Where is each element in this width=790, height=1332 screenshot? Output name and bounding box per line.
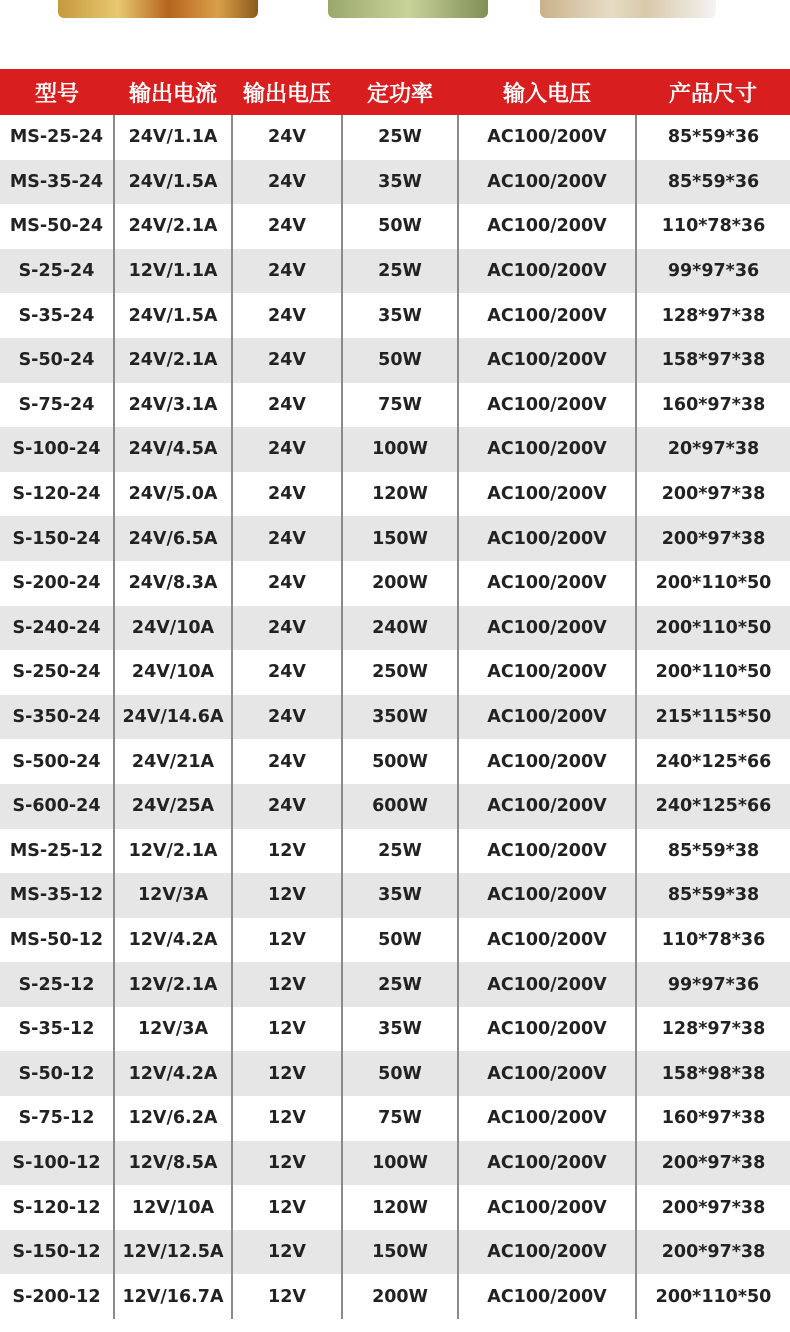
output-voltage-cell: 24V [232, 606, 342, 651]
model-cell: MS-25-24 [0, 115, 114, 160]
table-row [0, 427, 790, 472]
rated-power-cell: 75W [342, 1096, 458, 1141]
input-voltage-cell: AC100/200V [458, 650, 636, 695]
output-voltage-cell: 12V [232, 918, 342, 963]
output-voltage-cell: 12V [232, 873, 342, 918]
product-photo-transformer [58, 0, 258, 18]
table-row [0, 1096, 790, 1141]
table-row [0, 650, 790, 695]
table-row [0, 561, 790, 606]
output-voltage-cell: 24V [232, 695, 342, 740]
product-photo-strip [0, 0, 790, 22]
output-current-cell: 24V/3.1A [114, 383, 232, 428]
input-voltage-cell: AC100/200V [458, 1007, 636, 1052]
rated-power-cell: 50W [342, 918, 458, 963]
model-cell: S-35-24 [0, 293, 114, 338]
rated-power-cell: 25W [342, 249, 458, 294]
product-size-cell: 215*115*50 [636, 695, 790, 740]
output-voltage-cell: 12V [232, 1007, 342, 1052]
model-cell: S-100-12 [0, 1141, 114, 1186]
model-cell: S-500-24 [0, 739, 114, 784]
product-size-cell: 85*59*38 [636, 829, 790, 874]
input-voltage-cell: AC100/200V [458, 160, 636, 205]
rated-power-cell: 50W [342, 338, 458, 383]
rated-power-cell: 50W [342, 204, 458, 249]
model-cell: S-75-12 [0, 1096, 114, 1141]
rated-power-cell: 240W [342, 606, 458, 651]
table-row [0, 1230, 790, 1275]
rated-power-cell: 200W [342, 1274, 458, 1319]
product-size-cell: 200*97*38 [636, 1185, 790, 1230]
model-cell: S-120-12 [0, 1185, 114, 1230]
output-current-cell: 24V/5.0A [114, 472, 232, 517]
output-voltage-cell: 24V [232, 115, 342, 160]
model-cell: S-120-24 [0, 472, 114, 517]
rated-power-cell: 100W [342, 427, 458, 472]
model-cell: S-75-24 [0, 383, 114, 428]
input-voltage-cell: AC100/200V [458, 1274, 636, 1319]
product-size-cell: 85*59*36 [636, 115, 790, 160]
output-current-cell: 24V/2.1A [114, 204, 232, 249]
product-size-cell: 128*97*38 [636, 1007, 790, 1052]
product-size-cell: 158*98*38 [636, 1051, 790, 1096]
model-cell: MS-50-24 [0, 204, 114, 249]
model-cell: S-100-24 [0, 427, 114, 472]
output-voltage-cell: 12V [232, 962, 342, 1007]
output-current-cell: 24V/14.6A [114, 695, 232, 740]
spec-table-body [0, 115, 790, 1319]
table-row [0, 1051, 790, 1096]
rated-power-cell: 35W [342, 160, 458, 205]
table-row [0, 1185, 790, 1230]
table-row [0, 249, 790, 294]
table-row [0, 918, 790, 963]
input-voltage-cell: AC100/200V [458, 1051, 636, 1096]
output-current-cell: 12V/12.5A [114, 1230, 232, 1275]
product-size-cell: 85*59*36 [636, 160, 790, 205]
product-size-cell: 99*97*36 [636, 249, 790, 294]
product-size-cell: 200*110*50 [636, 650, 790, 695]
rated-power-cell: 100W [342, 1141, 458, 1186]
output-voltage-cell: 24V [232, 784, 342, 829]
model-cell: MS-35-24 [0, 160, 114, 205]
rated-power-cell: 120W [342, 1185, 458, 1230]
input-voltage-cell: AC100/200V [458, 293, 636, 338]
model-cell: S-250-24 [0, 650, 114, 695]
rated-power-cell: 25W [342, 115, 458, 160]
spec-table [0, 69, 790, 1319]
header-input-voltage: 输入电压 [458, 69, 636, 115]
product-size-cell: 128*97*38 [636, 293, 790, 338]
output-voltage-cell: 12V [232, 1274, 342, 1319]
input-voltage-cell: AC100/200V [458, 784, 636, 829]
output-voltage-cell: 12V [232, 1230, 342, 1275]
model-cell: S-240-24 [0, 606, 114, 651]
rated-power-cell: 150W [342, 1230, 458, 1275]
output-current-cell: 24V/21A [114, 739, 232, 784]
output-voltage-cell: 12V [232, 1185, 342, 1230]
input-voltage-cell: AC100/200V [458, 427, 636, 472]
product-size-cell: 99*97*36 [636, 962, 790, 1007]
output-voltage-cell: 24V [232, 204, 342, 249]
header-model: 型号 [0, 69, 114, 115]
product-size-cell: 200*97*38 [636, 516, 790, 561]
model-cell: S-150-12 [0, 1230, 114, 1275]
model-cell: S-200-12 [0, 1274, 114, 1319]
input-voltage-cell: AC100/200V [458, 115, 636, 160]
output-voltage-cell: 24V [232, 739, 342, 784]
output-voltage-cell: 12V [232, 1096, 342, 1141]
product-size-cell: 200*110*50 [636, 1274, 790, 1319]
output-current-cell: 12V/2.1A [114, 962, 232, 1007]
product-size-cell: 160*97*38 [636, 383, 790, 428]
input-voltage-cell: AC100/200V [458, 606, 636, 651]
table-row [0, 293, 790, 338]
output-current-cell: 24V/1.5A [114, 160, 232, 205]
model-cell: S-25-12 [0, 962, 114, 1007]
product-size-cell: 110*78*36 [636, 918, 790, 963]
output-voltage-cell: 24V [232, 561, 342, 606]
rated-power-cell: 25W [342, 962, 458, 1007]
table-row [0, 962, 790, 1007]
product-photo-module [328, 0, 488, 18]
input-voltage-cell: AC100/200V [458, 962, 636, 1007]
output-current-cell: 12V/2.1A [114, 829, 232, 874]
output-voltage-cell: 24V [232, 338, 342, 383]
output-current-cell: 24V/1.5A [114, 293, 232, 338]
rated-power-cell: 35W [342, 1007, 458, 1052]
table-row [0, 739, 790, 784]
product-size-cell: 200*110*50 [636, 606, 790, 651]
output-voltage-cell: 24V [232, 427, 342, 472]
output-voltage-cell: 24V [232, 472, 342, 517]
model-cell: S-25-24 [0, 249, 114, 294]
product-size-cell: 20*97*38 [636, 427, 790, 472]
input-voltage-cell: AC100/200V [458, 873, 636, 918]
table-row [0, 1274, 790, 1319]
input-voltage-cell: AC100/200V [458, 1096, 636, 1141]
input-voltage-cell: AC100/200V [458, 739, 636, 784]
input-voltage-cell: AC100/200V [458, 918, 636, 963]
output-voltage-cell: 12V [232, 829, 342, 874]
model-cell: MS-35-12 [0, 873, 114, 918]
rated-power-cell: 35W [342, 873, 458, 918]
model-cell: S-350-24 [0, 695, 114, 740]
table-row [0, 873, 790, 918]
model-cell: S-200-24 [0, 561, 114, 606]
output-current-cell: 12V/4.2A [114, 918, 232, 963]
output-voltage-cell: 24V [232, 293, 342, 338]
rated-power-cell: 600W [342, 784, 458, 829]
table-row [0, 606, 790, 651]
output-voltage-cell: 24V [232, 650, 342, 695]
table-row [0, 516, 790, 561]
header-output-current: 输出电流 [114, 69, 232, 115]
output-current-cell: 24V/10A [114, 650, 232, 695]
model-cell: S-600-24 [0, 784, 114, 829]
rated-power-cell: 25W [342, 829, 458, 874]
output-voltage-cell: 24V [232, 516, 342, 561]
model-cell: S-150-24 [0, 516, 114, 561]
header-output-voltage: 输出电压 [232, 69, 342, 115]
output-current-cell: 24V/8.3A [114, 561, 232, 606]
product-size-cell: 200*97*38 [636, 1230, 790, 1275]
table-row [0, 472, 790, 517]
output-voltage-cell: 24V [232, 249, 342, 294]
output-current-cell: 24V/1.1A [114, 115, 232, 160]
table-row [0, 338, 790, 383]
output-voltage-cell: 12V [232, 1051, 342, 1096]
table-row [0, 784, 790, 829]
output-current-cell: 12V/4.2A [114, 1051, 232, 1096]
rated-power-cell: 250W [342, 650, 458, 695]
rated-power-cell: 200W [342, 561, 458, 606]
input-voltage-cell: AC100/200V [458, 561, 636, 606]
output-current-cell: 12V/16.7A [114, 1274, 232, 1319]
rated-power-cell: 50W [342, 1051, 458, 1096]
table-row [0, 829, 790, 874]
header-product-size: 产品尺寸 [636, 69, 790, 115]
output-voltage-cell: 24V [232, 383, 342, 428]
rated-power-cell: 150W [342, 516, 458, 561]
product-size-cell: 200*97*38 [636, 1141, 790, 1186]
input-voltage-cell: AC100/200V [458, 249, 636, 294]
output-voltage-cell: 12V [232, 1141, 342, 1186]
input-voltage-cell: AC100/200V [458, 695, 636, 740]
model-cell: S-35-12 [0, 1007, 114, 1052]
table-row [0, 1007, 790, 1052]
input-voltage-cell: AC100/200V [458, 472, 636, 517]
product-size-cell: 158*97*38 [636, 338, 790, 383]
product-size-cell: 200*97*38 [636, 472, 790, 517]
input-voltage-cell: AC100/200V [458, 1230, 636, 1275]
header-rated-power: 定功率 [342, 69, 458, 115]
product-size-cell: 200*110*50 [636, 561, 790, 606]
output-current-cell: 12V/3A [114, 873, 232, 918]
output-current-cell: 24V/25A [114, 784, 232, 829]
product-size-cell: 85*59*38 [636, 873, 790, 918]
output-current-cell: 24V/2.1A [114, 338, 232, 383]
output-voltage-cell: 24V [232, 160, 342, 205]
output-current-cell: 12V/6.2A [114, 1096, 232, 1141]
table-row [0, 160, 790, 205]
product-size-cell: 110*78*36 [636, 204, 790, 249]
table-row [0, 383, 790, 428]
output-current-cell: 12V/3A [114, 1007, 232, 1052]
output-current-cell: 12V/1.1A [114, 249, 232, 294]
rated-power-cell: 75W [342, 383, 458, 428]
table-row [0, 115, 790, 160]
product-size-cell: 240*125*66 [636, 784, 790, 829]
product-size-cell: 240*125*66 [636, 739, 790, 784]
product-size-cell: 160*97*38 [636, 1096, 790, 1141]
output-current-cell: 24V/4.5A [114, 427, 232, 472]
input-voltage-cell: AC100/200V [458, 204, 636, 249]
model-cell: MS-25-12 [0, 829, 114, 874]
input-voltage-cell: AC100/200V [458, 1185, 636, 1230]
input-voltage-cell: AC100/200V [458, 1141, 636, 1186]
output-current-cell: 12V/8.5A [114, 1141, 232, 1186]
rated-power-cell: 120W [342, 472, 458, 517]
rated-power-cell: 500W [342, 739, 458, 784]
output-current-cell: 24V/10A [114, 606, 232, 651]
input-voltage-cell: AC100/200V [458, 338, 636, 383]
table-row [0, 695, 790, 740]
table-row [0, 1141, 790, 1186]
rated-power-cell: 350W [342, 695, 458, 740]
spec-table-header-row [0, 69, 790, 115]
input-voltage-cell: AC100/200V [458, 829, 636, 874]
model-cell: S-50-12 [0, 1051, 114, 1096]
product-photo-terminal-block [540, 0, 716, 18]
output-current-cell: 12V/10A [114, 1185, 232, 1230]
output-current-cell: 24V/6.5A [114, 516, 232, 561]
model-cell: MS-50-12 [0, 918, 114, 963]
rated-power-cell: 35W [342, 293, 458, 338]
input-voltage-cell: AC100/200V [458, 516, 636, 561]
table-row [0, 204, 790, 249]
input-voltage-cell: AC100/200V [458, 383, 636, 428]
model-cell: S-50-24 [0, 338, 114, 383]
